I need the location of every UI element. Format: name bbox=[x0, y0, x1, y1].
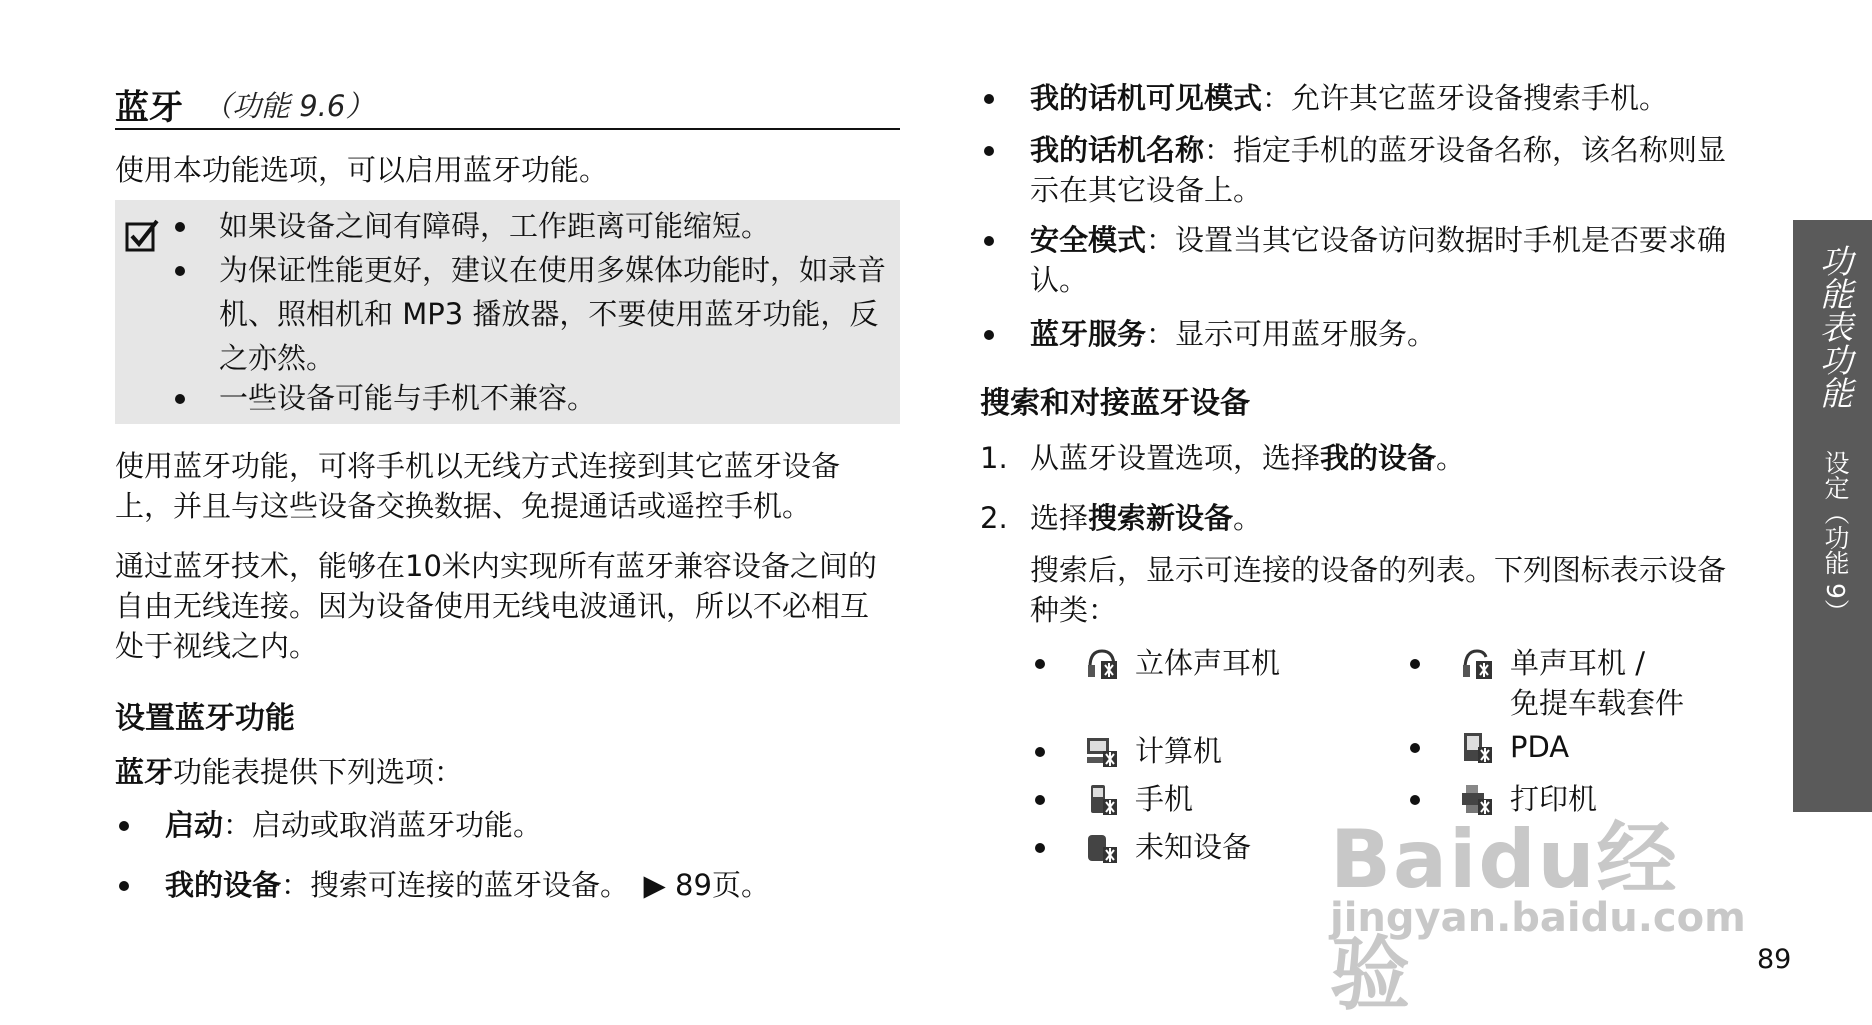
unknown-device-icon bbox=[1085, 831, 1119, 865]
bullet-icon bbox=[984, 330, 994, 340]
description-paragraph: 使用蓝牙功能，可将手机以无线方式连接到其它蓝牙设备上，并且与这些设备交换数据、免提通话或遥控手机。 bbox=[115, 449, 841, 523]
step-note: 搜索后，显示可连接的设备的列表。下列图标表示设备种类： bbox=[1030, 553, 1727, 627]
side-tab-title: 功能表功能 bbox=[1815, 244, 1854, 409]
bullet-icon bbox=[1035, 659, 1045, 669]
page-title: 蓝牙 bbox=[115, 88, 183, 128]
bullet-icon bbox=[984, 236, 994, 246]
bullet-icon bbox=[175, 266, 185, 276]
note-box: 如果设备之间有障碍，工作距离可能缩短。 为保证性能更好，建议在使用多媒体功能时，如录音机、照相机和 MP3 播放器，不要使用蓝牙功能，反之亦然。 一些设备可能与手机不兼容。 bbox=[115, 200, 900, 424]
bullet-icon bbox=[175, 394, 185, 404]
section-heading: 设置蓝牙功能 bbox=[115, 701, 295, 736]
bullet-icon bbox=[1410, 659, 1420, 669]
section-heading: 搜索和对接蓝牙设备 bbox=[980, 386, 1250, 421]
computer-icon bbox=[1085, 735, 1119, 769]
section-header bbox=[115, 78, 900, 130]
intro-text: 使用本功能选项，可以启用蓝牙功能。 bbox=[115, 153, 609, 187]
checkbox-note-icon bbox=[125, 218, 159, 252]
bullet-icon bbox=[984, 146, 994, 156]
bullet-icon bbox=[984, 94, 994, 104]
bullet-icon bbox=[1035, 843, 1045, 853]
bullet-icon bbox=[119, 881, 129, 891]
bullet-icon bbox=[1035, 795, 1045, 805]
side-chapter-tab bbox=[1793, 220, 1872, 812]
watermark-url-text: jingyan.baidu.com bbox=[1330, 895, 1746, 941]
description-paragraph: 通过蓝牙技术，能够在10米内实现所有蓝牙兼容设备之间的自由无线连接。因为设备使用无线电波通讯，所以不必相互处于视线之内。 bbox=[115, 549, 877, 663]
baidu-watermark bbox=[1330, 795, 1760, 1021]
watermark-logo-text: Baidu经验 bbox=[1330, 813, 1679, 1021]
bullet-icon bbox=[1410, 743, 1420, 753]
page-title-function-number: （功能 9.6） bbox=[203, 89, 375, 123]
bullet-icon bbox=[175, 222, 185, 232]
menu-intro: 蓝牙功能表提供下列选项： bbox=[115, 755, 464, 789]
bullet-icon bbox=[1035, 747, 1045, 757]
page-number: 89 bbox=[1757, 944, 1792, 975]
side-tab-subtitle: 设定（功能 9） bbox=[1821, 450, 1850, 624]
stereo-headset-icon bbox=[1085, 647, 1119, 681]
mono-headset-icon bbox=[1460, 647, 1494, 681]
bullet-icon bbox=[119, 821, 129, 831]
pda-icon bbox=[1460, 731, 1494, 765]
phone-icon bbox=[1085, 783, 1119, 817]
